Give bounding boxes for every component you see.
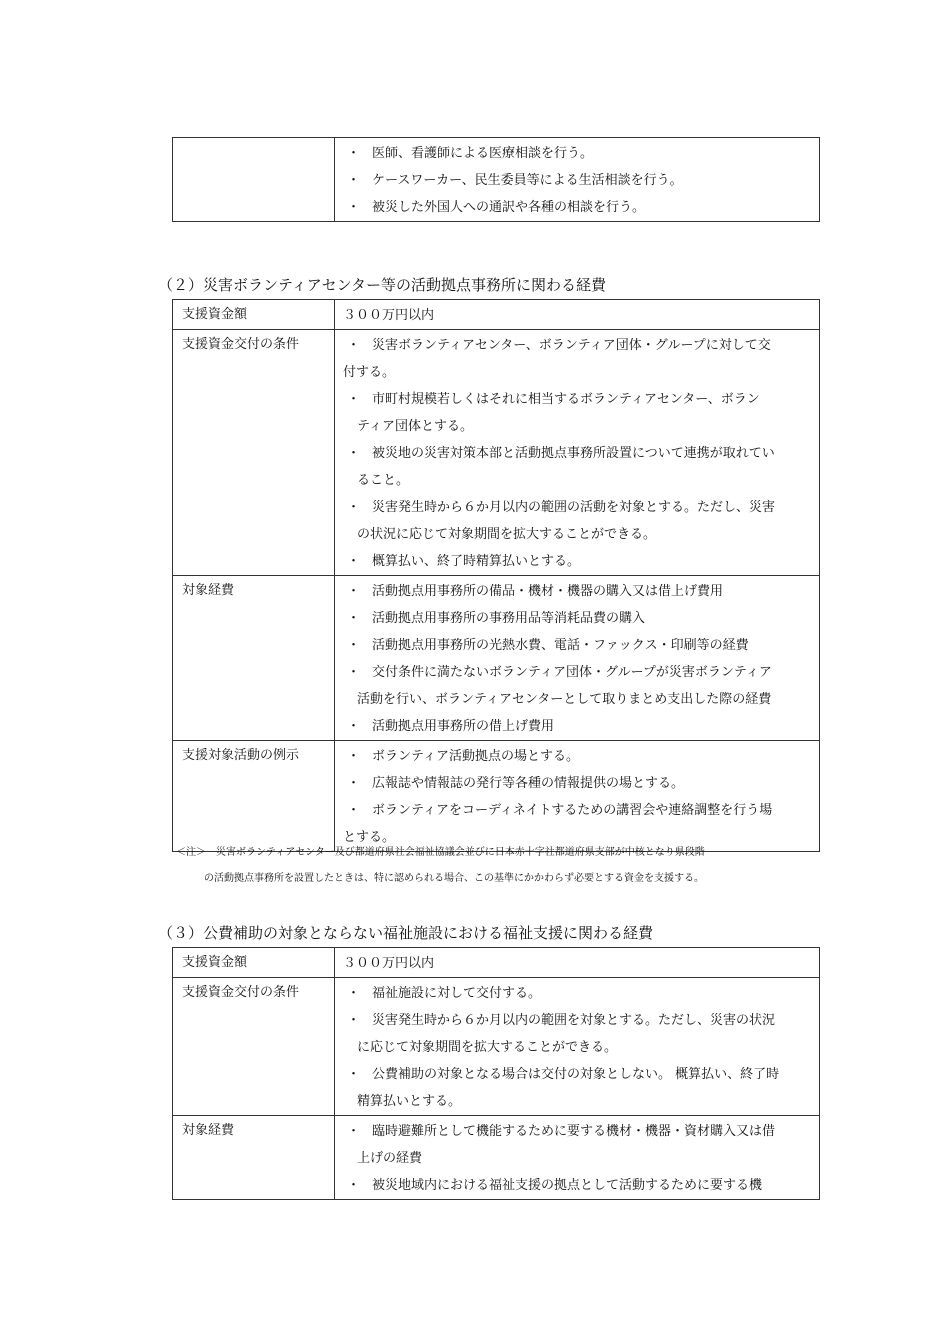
- bullet-mark: ・: [347, 719, 361, 734]
- bullet-item: [343, 494, 811, 521]
- bullet-item: [343, 332, 811, 359]
- line-text: 精算払いとする。: [357, 1094, 462, 1109]
- section-2-table: [172, 299, 820, 852]
- bullet-item: [343, 743, 811, 770]
- bullet-item: [343, 659, 811, 686]
- bullet-item: [343, 1172, 811, 1199]
- bullet-mark: ・: [347, 1178, 361, 1193]
- table-row: [173, 300, 820, 330]
- line-text: 災害ボランティアセンター、ボランティア団体・グループに対して交: [372, 338, 771, 353]
- bullet-item: [343, 167, 811, 194]
- line-text: 被災した外国人への通訳や各種の相談を行う。: [372, 200, 646, 215]
- line-text: 概算払い、終了時精算払いとする。: [372, 554, 581, 569]
- line-text: ３００万円以内: [343, 308, 435, 323]
- row-label: 支援資金額: [173, 948, 335, 978]
- line-text: 上げの経費: [357, 1151, 423, 1166]
- row-content: [335, 978, 820, 1116]
- line-text: ティア団体とする。: [357, 419, 473, 434]
- line-text: 付する。: [343, 365, 396, 380]
- bullet-item: [343, 386, 811, 413]
- note-line-2: の活動拠点事務所を設置したときは、特に認められる場合、この基準にかかわらず必要とする資金を支援する。: [204, 873, 704, 884]
- line-text: に応じて対象期間を拡大することができる。: [357, 1040, 618, 1055]
- bullet-mark: ・: [347, 554, 361, 569]
- bullet-item: [343, 194, 811, 221]
- line-text: ボランティアをコーディネイトするための講習会や連絡調整を行う場: [372, 803, 773, 818]
- row-label: [173, 138, 335, 222]
- bullet-item: [343, 140, 811, 167]
- bullet-item: [343, 548, 811, 575]
- row-content: [335, 138, 820, 222]
- table-row: [173, 978, 820, 1116]
- bullet-mark: ・: [347, 611, 361, 626]
- bullet-item: [343, 1118, 811, 1145]
- line-text: ボランティア活動拠点の場とする。: [372, 749, 579, 764]
- bullet-item: [343, 1061, 811, 1088]
- text-line: [343, 302, 811, 329]
- row-content: [335, 948, 820, 978]
- row-content: [335, 330, 820, 576]
- bullet-item: [343, 770, 811, 797]
- line-text: 災害発生時から６か月以内の範囲の活動を対象とする。ただし、災害: [372, 500, 776, 515]
- bullet-item: [343, 980, 811, 1007]
- bullet-mark: ・: [347, 1013, 361, 1028]
- line-text: ること。: [357, 473, 410, 488]
- bullet-mark: ・: [347, 173, 361, 188]
- table-row: [173, 948, 820, 978]
- bullet-mark: ・: [347, 1124, 361, 1139]
- bullet-mark: ・: [347, 665, 361, 680]
- bullet-mark: ・: [347, 776, 361, 791]
- line-text: 臨時避難所として機能するために要する機材・機器・資材購入又は借: [372, 1124, 776, 1139]
- note-line-1: ＜注＞ 災害ボランティアセンター及び都道府県社会福祉協議会並びに日本赤十字社都道府県支部が中核となり県段階: [176, 847, 705, 858]
- row-label: 支援資金交付の条件: [173, 978, 335, 1116]
- row-label: 支援資金額: [173, 300, 335, 330]
- bullet-mark: ・: [347, 638, 361, 653]
- table-row: [173, 330, 820, 576]
- bullet-mark: ・: [347, 446, 361, 461]
- line-text: ３００万円以内: [343, 956, 435, 971]
- bullet-item: [343, 797, 811, 824]
- text-line: [343, 1145, 811, 1172]
- row-label: 対象経費: [173, 1116, 335, 1200]
- bullet-mark: ・: [347, 749, 361, 764]
- line-text: 被災地の災害対策本部と活動拠点事務所設置について連携が取れてい: [372, 446, 775, 461]
- bullet-mark: ・: [347, 500, 361, 515]
- line-text: 公費補助の対象となる場合は交付の対象としない。 概算払い、終了時: [372, 1067, 780, 1082]
- text-line: [343, 359, 811, 386]
- line-text: 活動を行い、ボランティアセンターとして取りまとめ支出した際の経費: [357, 692, 772, 707]
- table-row: [173, 1116, 820, 1200]
- line-text: 被災地域内における福祉支援の拠点として活動するために要する機: [372, 1178, 763, 1193]
- row-label: 支援対象活動の例示: [173, 741, 335, 852]
- bullet-mark: ・: [347, 986, 361, 1001]
- line-text: 活動拠点用事務所の事務用品等消耗品費の購入: [372, 611, 646, 626]
- text-line: [343, 521, 811, 548]
- text-line: [343, 1088, 811, 1115]
- bullet-item: [343, 632, 811, 659]
- line-text: 市町村規模若しくはそれに相当するボランティアセンター、ボラン: [372, 392, 760, 407]
- bullet-mark: ・: [347, 803, 361, 818]
- line-text: ケースワーカー、民生委員等による生活相談を行う。: [372, 173, 683, 188]
- line-text: 災害発生時から６か月以内の範囲を対象とする。ただし、災害の状況: [372, 1013, 776, 1028]
- line-text: 交付条件に満たないボランティア団体・グループが災害ボランティア: [372, 665, 772, 680]
- bullet-mark: ・: [347, 146, 361, 161]
- line-text: 活動拠点用事務所の光熱水費、電話・ファックス・印刷等の経費: [372, 638, 749, 653]
- text-line: [343, 686, 811, 713]
- bullet-item: [343, 578, 811, 605]
- section-3-title: （３）公費補助の対象とならない福祉施設における福祉支援に関わる経費: [158, 924, 654, 942]
- line-text: 活動拠点用事務所の備品・機材・機器の購入又は借上げ費用: [372, 584, 724, 599]
- line-text: 広報誌や情報誌の発行等各種の情報提供の場とする。: [372, 776, 685, 791]
- bullet-item: [343, 440, 811, 467]
- row-label: 対象経費: [173, 576, 335, 741]
- bullet-mark: ・: [347, 338, 361, 353]
- bullet-mark: ・: [347, 1067, 361, 1082]
- row-content: [335, 576, 820, 741]
- table-row: [173, 576, 820, 741]
- bullet-item: [343, 1007, 811, 1034]
- bullet-item: [343, 605, 811, 632]
- bullet-mark: ・: [347, 584, 361, 599]
- bullet-mark: ・: [347, 392, 361, 407]
- row-content: [335, 300, 820, 330]
- text-line: [343, 467, 811, 494]
- section-2-title: （２）災害ボランティアセンター等の活動拠点事務所に関わる経費: [158, 276, 607, 294]
- line-text: 医師、看護師による医療相談を行う。: [372, 146, 594, 161]
- line-text: 福祉施設に対して交付する。: [372, 986, 542, 1001]
- table-row: [173, 741, 820, 852]
- bullet-item: [343, 713, 811, 740]
- text-line: [343, 1034, 811, 1061]
- row-label: 支援資金交付の条件: [173, 330, 335, 576]
- row-content: [335, 741, 820, 852]
- table-continuation: [172, 137, 820, 222]
- section-3-table: [172, 947, 820, 1200]
- line-text: とする。: [343, 830, 396, 845]
- line-text: 活動拠点用事務所の借上げ費用: [372, 719, 555, 734]
- text-line: [343, 950, 811, 977]
- bullet-mark: ・: [347, 200, 361, 215]
- text-line: [343, 413, 811, 440]
- table-row: [173, 138, 820, 222]
- line-text: の状況に応じて対象期間を拡大することができる。: [357, 527, 657, 542]
- row-content: [335, 1116, 820, 1200]
